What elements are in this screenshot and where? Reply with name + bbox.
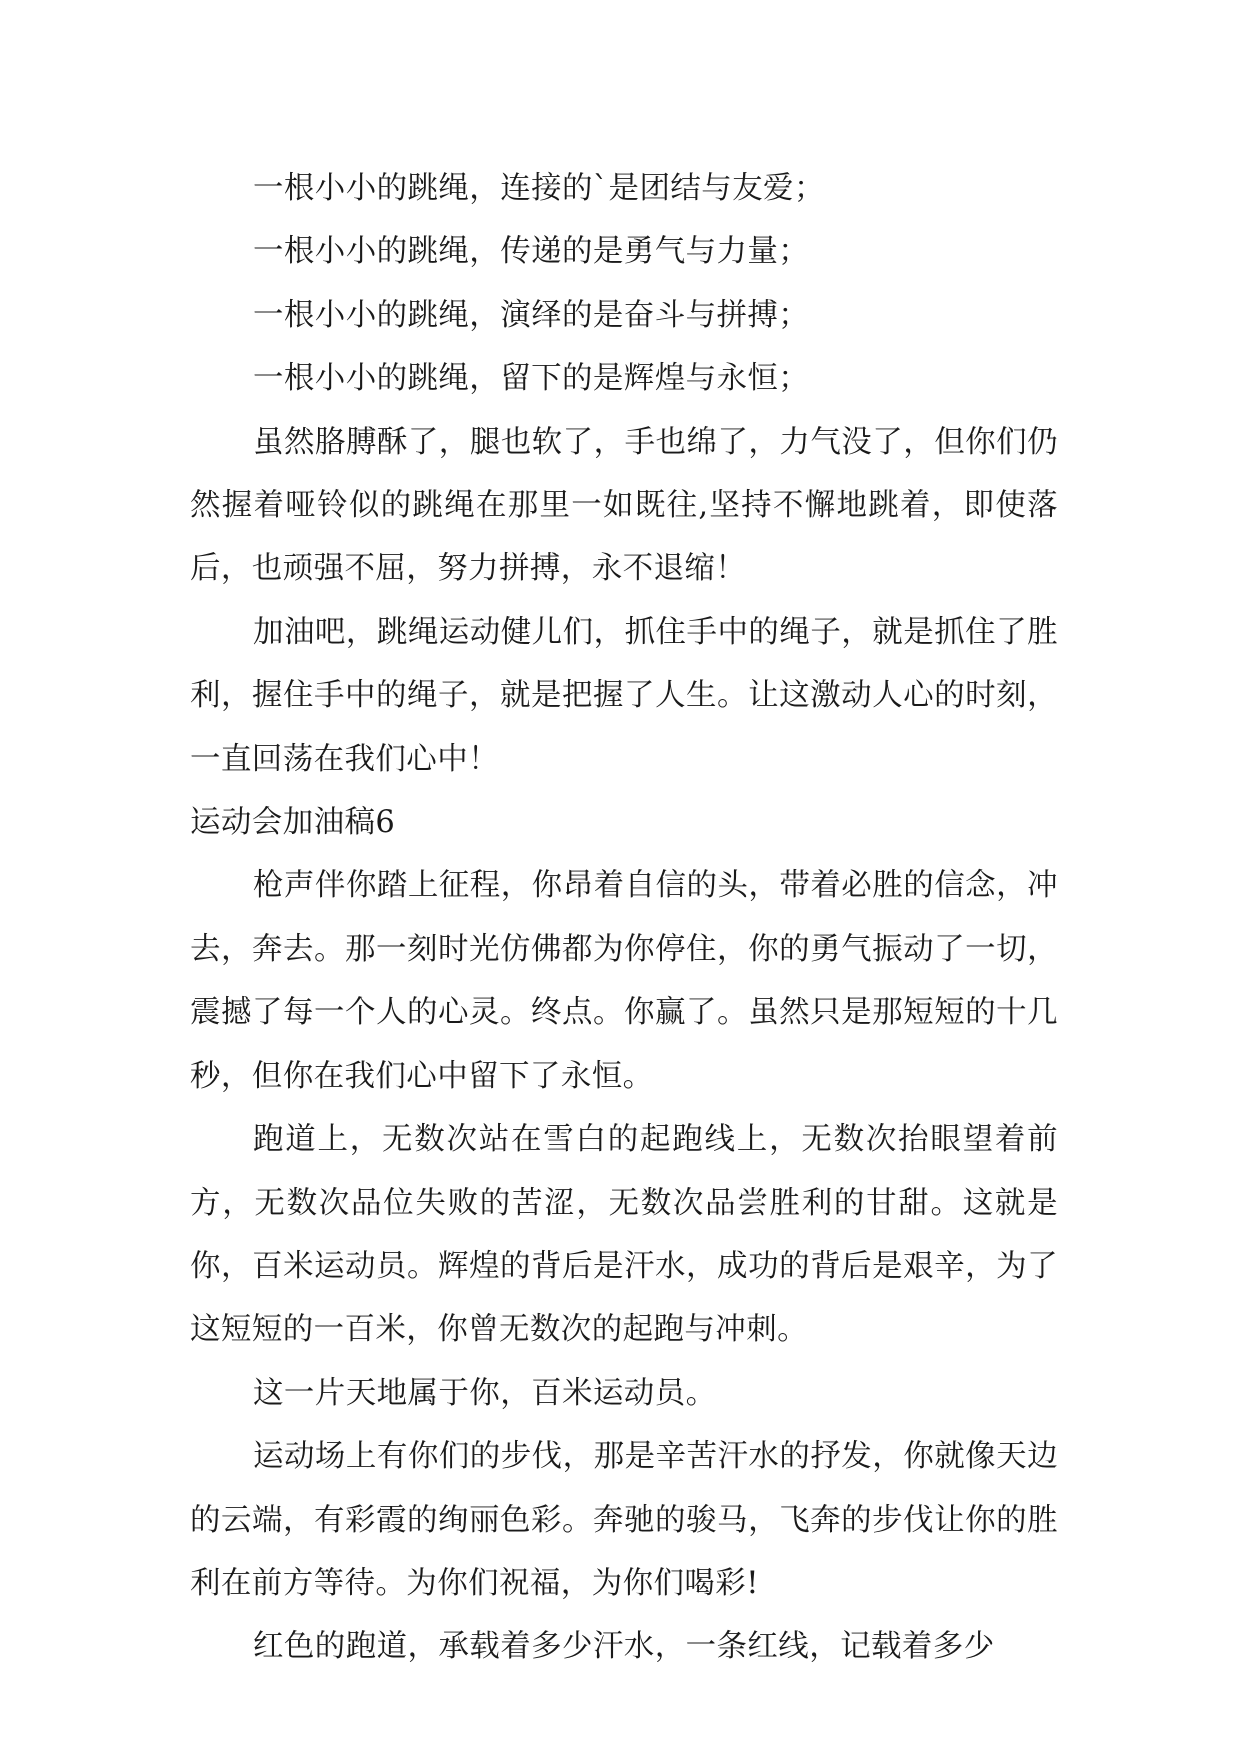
paragraph-cheer: 加油吧，跳绳运动健儿们，抓住手中的绳子，就是抓住了胜利，握住手中的绳子，就是把握了人生。让这激动人心的时刻，一直回荡在我们心中！ [190,614,1058,777]
jump-rope-line-4: 一根小小的跳绳，留下的是辉煌与永恒； [253,361,810,397]
paragraph-track: 跑道上，无数次站在雪白的起跑线上，无数次抬眼望着前方，无数次品位失败的苦涩，无数次品尝胜利的甘甜。这就是你，百米运动员。辉煌的背后是汗水，成功的背后是艰辛，为了这短短的一百米，你曾无数次的起跑与冲刺。 [190,1122,1058,1348]
paragraph-persistence: 虽然胳膊酥了，腿也软了，手也绵了，力气没了，但你们仍然握着哑铃似的跳绳在那里一如既往,坚持不懈地跳着，即使落后，也顽强不屈，努力拼搏，永不退缩！ [190,424,1058,587]
document-body [190,157,1058,1679]
paragraph-red-track: 红色的跑道，承载着多少汗水，一条红线，记载着多少 [253,1629,995,1665]
jump-rope-line-3: 一根小小的跳绳，演绎的是奋斗与拼搏； [253,297,810,333]
jump-rope-line-2: 一根小小的跳绳，传递的是勇气与力量； [253,234,810,270]
paragraph-sprinter: 这一片天地属于你，百米运动员。 [253,1375,717,1411]
paragraph-stadium: 运动场上有你们的步伐，那是辛苦汗水的抒发，你就像天边的云端，有彩霞的绚丽色彩。奔驰的骏马，飞奔的步伐让你的胜利在前方等待。为你们祝福，为你们喝彩! [190,1439,1058,1601]
section-heading: 运动会加油稿6 [190,805,396,841]
jump-rope-line-1: 一根小小的跳绳，连接的`是团结与友爱； [253,171,825,206]
paragraph-gunshot: 枪声伴你踏上征程，你昂着自信的头，带着必胜的信念，冲去，奔去。那一刻时光仿佛都为你停住，你的勇气振动了一切，震撼了每一个人的心灵。终点。你赢了。虽然只是那短短的十几秒，但你在我们心中留下了永恒。 [190,868,1058,1094]
